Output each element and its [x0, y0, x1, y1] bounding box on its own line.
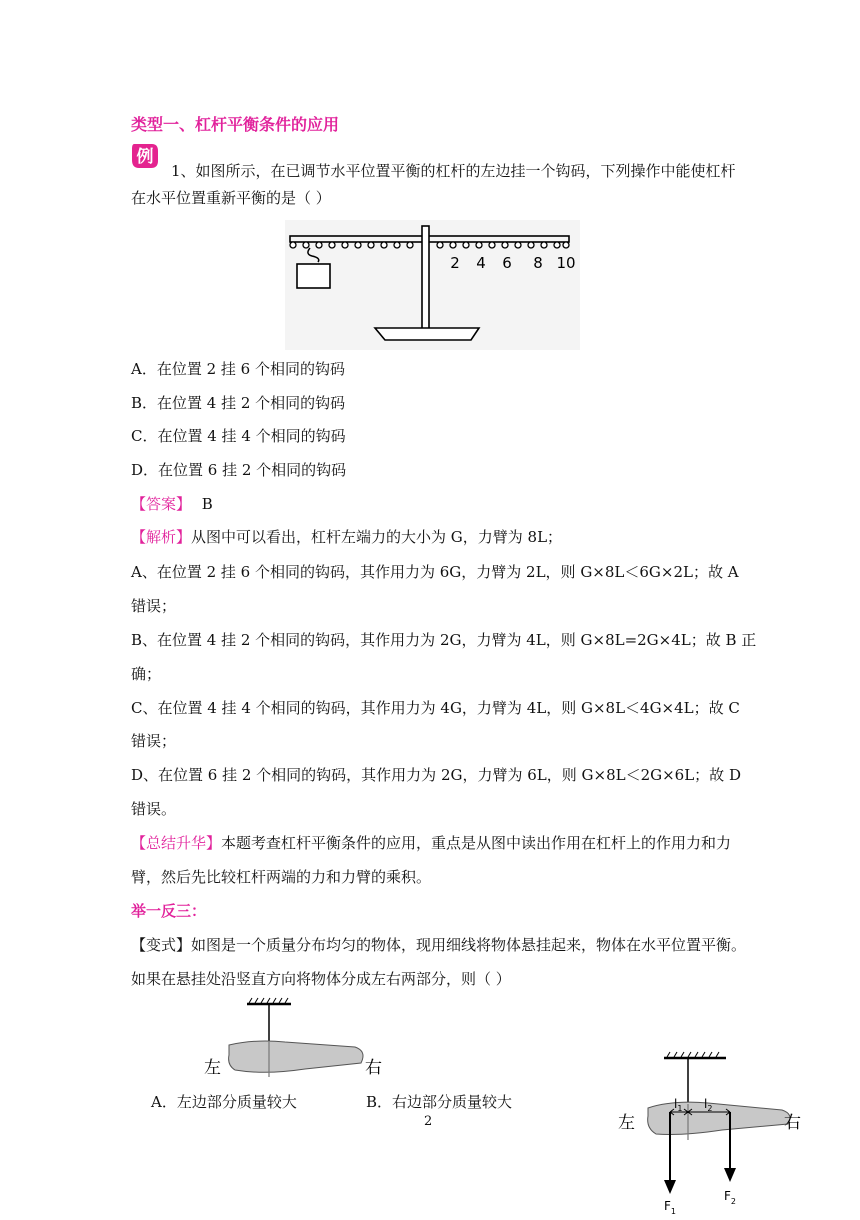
option-a: A．在位置 2 挂 6 个相同的钩码	[131, 360, 345, 378]
variant-option-a: A．左边部分质量较大	[151, 1093, 297, 1111]
object-left-label: 左	[204, 1058, 221, 1078]
summary-line-2: 臂，然后先比较杠杆两端的力和力臂的乘积。	[131, 868, 432, 886]
scale-label: 2	[450, 254, 460, 272]
object-right-label: 右	[365, 1058, 382, 1078]
example-badge-text: 例	[136, 147, 154, 167]
answer-value: B	[201, 495, 213, 513]
arm-l1: l	[674, 1097, 678, 1111]
analysis-d-line-1: D、在位置 6 挂 2 个相同的钩码，其作用力为 2G，力臂为 6L，则 G×8L＜2G×6L；故 D	[131, 766, 741, 784]
practice-title: 举一反三：	[131, 902, 207, 920]
svg-text:F1	[664, 1199, 676, 1216]
answer	[131, 494, 213, 514]
answer-label: 【答案】	[131, 495, 192, 513]
analysis-a-line-2: 错误；	[131, 597, 177, 615]
scale-label: 10	[556, 254, 576, 272]
object-figure	[195, 995, 390, 1085]
analysis-c-line-2: 错误；	[131, 732, 177, 750]
variant-line-2: 如果在悬挂处沿竖直方向将物体分成左右两部分，则（ ）	[131, 970, 511, 988]
analysis-label: 【解析】	[131, 528, 192, 546]
summary-label: 【总结升华】	[131, 834, 222, 852]
force-f2-sub: 2	[730, 1197, 736, 1206]
section-title: 类型一、杠杆平衡条件的应用	[131, 115, 340, 134]
analysis-a-line-1: A、在位置 2 挂 6 个相同的钩码，其作用力为 6G，力臂为 2L，则 G×8L＜6G×2L；故 A	[131, 563, 739, 581]
scale-label: 8	[533, 254, 543, 272]
force-figure	[612, 1048, 812, 1216]
force-right-label: 右	[784, 1113, 801, 1133]
option-c: C．在位置 4 挂 4 个相同的钩码	[131, 427, 346, 445]
page-number: 2	[424, 1114, 433, 1129]
variant-option-b: B．右边部分质量较大	[366, 1093, 513, 1111]
force-f1: F	[664, 1199, 671, 1213]
analysis-b-line-1: B、在位置 4 挂 2 个相同的钩码，其作用力为 2G，力臂为 4L，则 G×8L=2G×4L；故 B 正	[131, 631, 757, 649]
variant-line-1: 【变式】如图是一个质量分布均匀的物体，现用细线将物体悬挂起来，物体在水平位置平衡。	[131, 936, 747, 954]
option-b: B．在位置 4 挂 2 个相同的钩码	[131, 394, 346, 412]
lever-figure	[285, 220, 580, 350]
analysis-b-line-2: 确；	[131, 665, 162, 683]
summary-text: 本题考查杠杆平衡条件的应用，重点是从图中读出作用在杠杆上的作用力和力	[221, 834, 732, 852]
force-left-label: 左	[618, 1113, 635, 1133]
scale-label: 6	[502, 254, 512, 272]
question-line-2: 在水平位置重新平衡的是（ ）	[131, 189, 331, 207]
option-d: D．在位置 6 挂 2 个相同的钩码	[131, 461, 347, 479]
svg-text:F2	[724, 1189, 736, 1206]
analysis-d-line-2: 错误。	[131, 800, 177, 818]
scale-label: 4	[476, 254, 486, 272]
svg-text:l2	[704, 1097, 712, 1113]
question-line-1: 1、如图所示，在已调节水平位置平衡的杠杆的左边挂一个钩码，下列操作中能使杠杆	[171, 162, 736, 180]
summary-line-1	[131, 833, 731, 853]
analysis-c-line-1: C、在位置 4 挂 4 个相同的钩码，其作用力为 4G，力臂为 4L，则 G×8L＜4G×4L；故 C	[131, 699, 740, 717]
analysis-intro-text: 从图中可以看出，杠杆左端力的大小为 G，力臂为 8L；	[191, 528, 563, 546]
svg-text:l1	[674, 1097, 682, 1113]
arm-l1-sub: 1	[677, 1104, 683, 1113]
force-f1-sub: 1	[670, 1207, 676, 1216]
example-badge	[130, 142, 160, 170]
force-f2: F	[724, 1189, 731, 1203]
arm-l2-sub: 2	[707, 1104, 713, 1113]
analysis-intro	[131, 527, 562, 547]
arm-l2: l	[704, 1097, 708, 1111]
